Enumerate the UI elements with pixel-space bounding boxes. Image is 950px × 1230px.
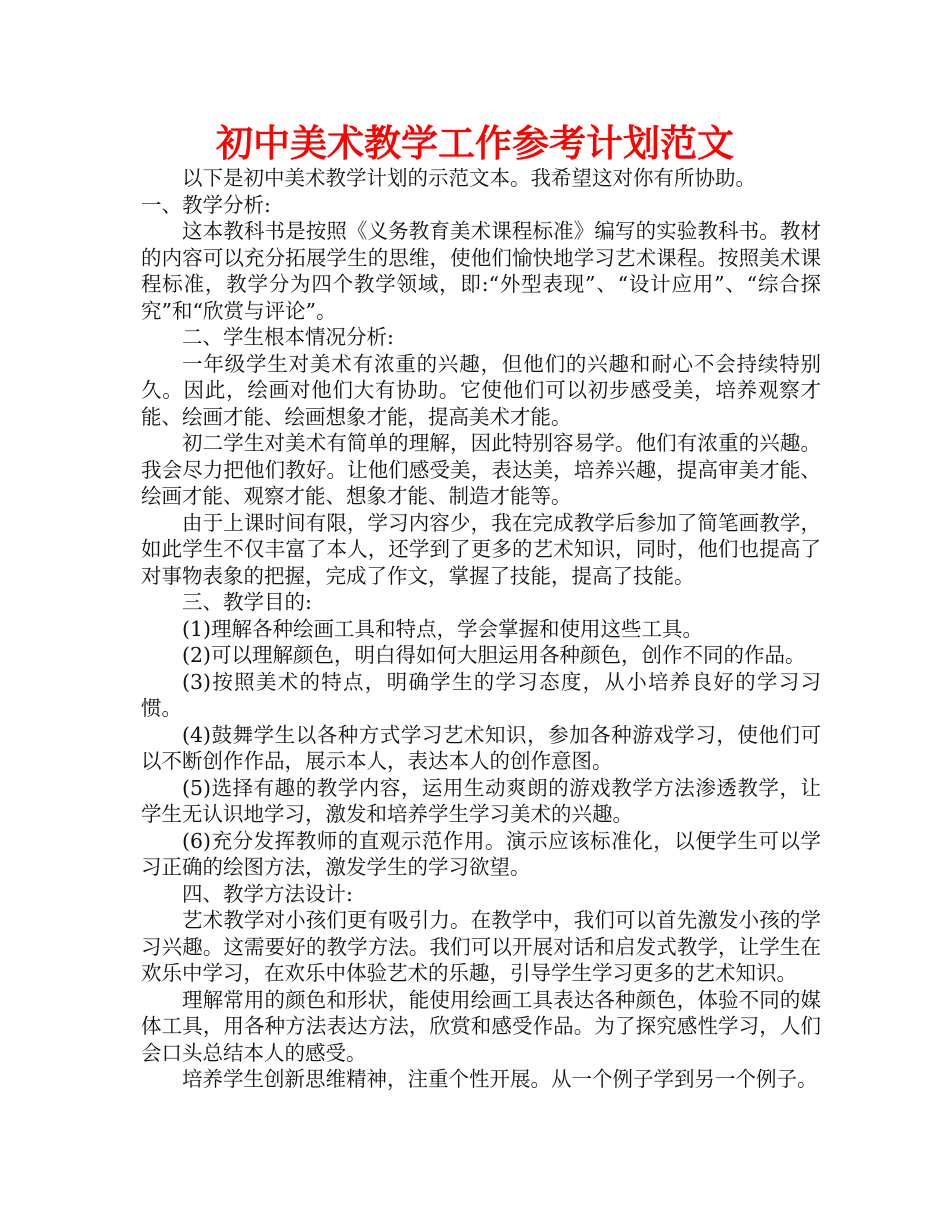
document-paragraph: 艺术教学对小孩们更有吸引力。在教学中，我们可以首先激发小孩的学习兴趣。这需要好的教学方法。我们可以开展对话和启发式教学，让学生在欢乐中学习，在欢乐中体验艺术的乐趣，引导学生学习更多的艺术知识。	[141, 908, 821, 985]
document-paragraph: 这本教科书是按照《义务教育美术课程标准》编写的实验教科书。教材的内容可以充分拓展学生的思维，使他们愉快地学习艺术课程。按照美术课程标准，教学分为四个教学领域，即:“外型表现”、“设计应用”、“综合探究”和“欣赏与评论”。	[141, 219, 821, 323]
document-paragraph: (1)理解各种绘画工具和特点，学会掌握和使用这些工具。	[182, 616, 704, 641]
document-paragraph: 理解常用的颜色和形状，能使用绘画工具表达各种颜色，体验不同的媒体工具，用各种方法表达方法，欣赏和感受作品。为了探究感性学习，人们会口头总结本人的感受。	[141, 987, 821, 1065]
document-paragraph: 培养学生创新思维精神，注重个性开展。从一个例子学到另一个例子。	[182, 1067, 818, 1091]
document-paragraph: 由于上课时间有限，学习内容少，我在完成教学后参加了简笔画教学，如此学生不仅丰富了本人，还学到了更多的艺术知识，同时，他们也提高了对事物表象的把握，完成了作文，掌握了技能，提高了技能。	[141, 510, 821, 588]
document-paragraph: (5)选择有趣的教学内容，运用生动爽朗的游戏教学方法渗透教学，让学生无认识地学习，激发和培养学生学习美术的兴趣。	[141, 775, 821, 826]
document-paragraph: 以下是初中美术教学计划的示范文本。我希望这对你有所协助。	[182, 166, 756, 190]
document-paragraph: 一、教学分析:	[141, 192, 271, 217]
document-paragraph: (3)按照美术的特点，明确学生的学习态度，从小培养良好的学习习惯。	[141, 669, 821, 720]
document-paragraph: (2)可以理解颜色，明白得如何大胆运用各种颜色，创作不同的作品。	[182, 643, 806, 667]
document-paragraph: 三、教学目的:	[182, 590, 312, 614]
document-paragraph: (6)充分发挥教师的直观示范作用。演示应该标准化，以便学生可以学习正确的绘图方法，激发学生的学习欲望。	[141, 828, 821, 879]
document-title: 初中美术教学工作参考计划范文	[216, 122, 734, 165]
document-paragraph: 初二学生对美术有简单的理解，因此特别容易学。他们有浓重的兴趣。我会尽力把他们教好。让他们感受美，表达美，培养兴趣，提高审美才能、绘画才能、观察才能、想象才能、制造才能等。	[141, 431, 821, 508]
document-paragraph: 一年级学生对美术有浓重的兴趣，但他们的兴趣和耐心不会持续特别久。因此，绘画对他们大有协助。它使他们可以初步感受美，培养观察才能、绘画才能、绘画想象才能，提高美术才能。	[141, 351, 821, 429]
document-body	[141, 165, 821, 1093]
document-paragraph: 二、学生根本情况分析:	[182, 325, 394, 349]
document-paragraph: 四、教学方法设计:	[182, 881, 353, 906]
document-paragraph: (4)鼓舞学生以各种方式学习艺术知识，参加各种游戏学习，使他们可以不断创作作品，展示本人，表达本人的创作意图。	[141, 722, 821, 773]
